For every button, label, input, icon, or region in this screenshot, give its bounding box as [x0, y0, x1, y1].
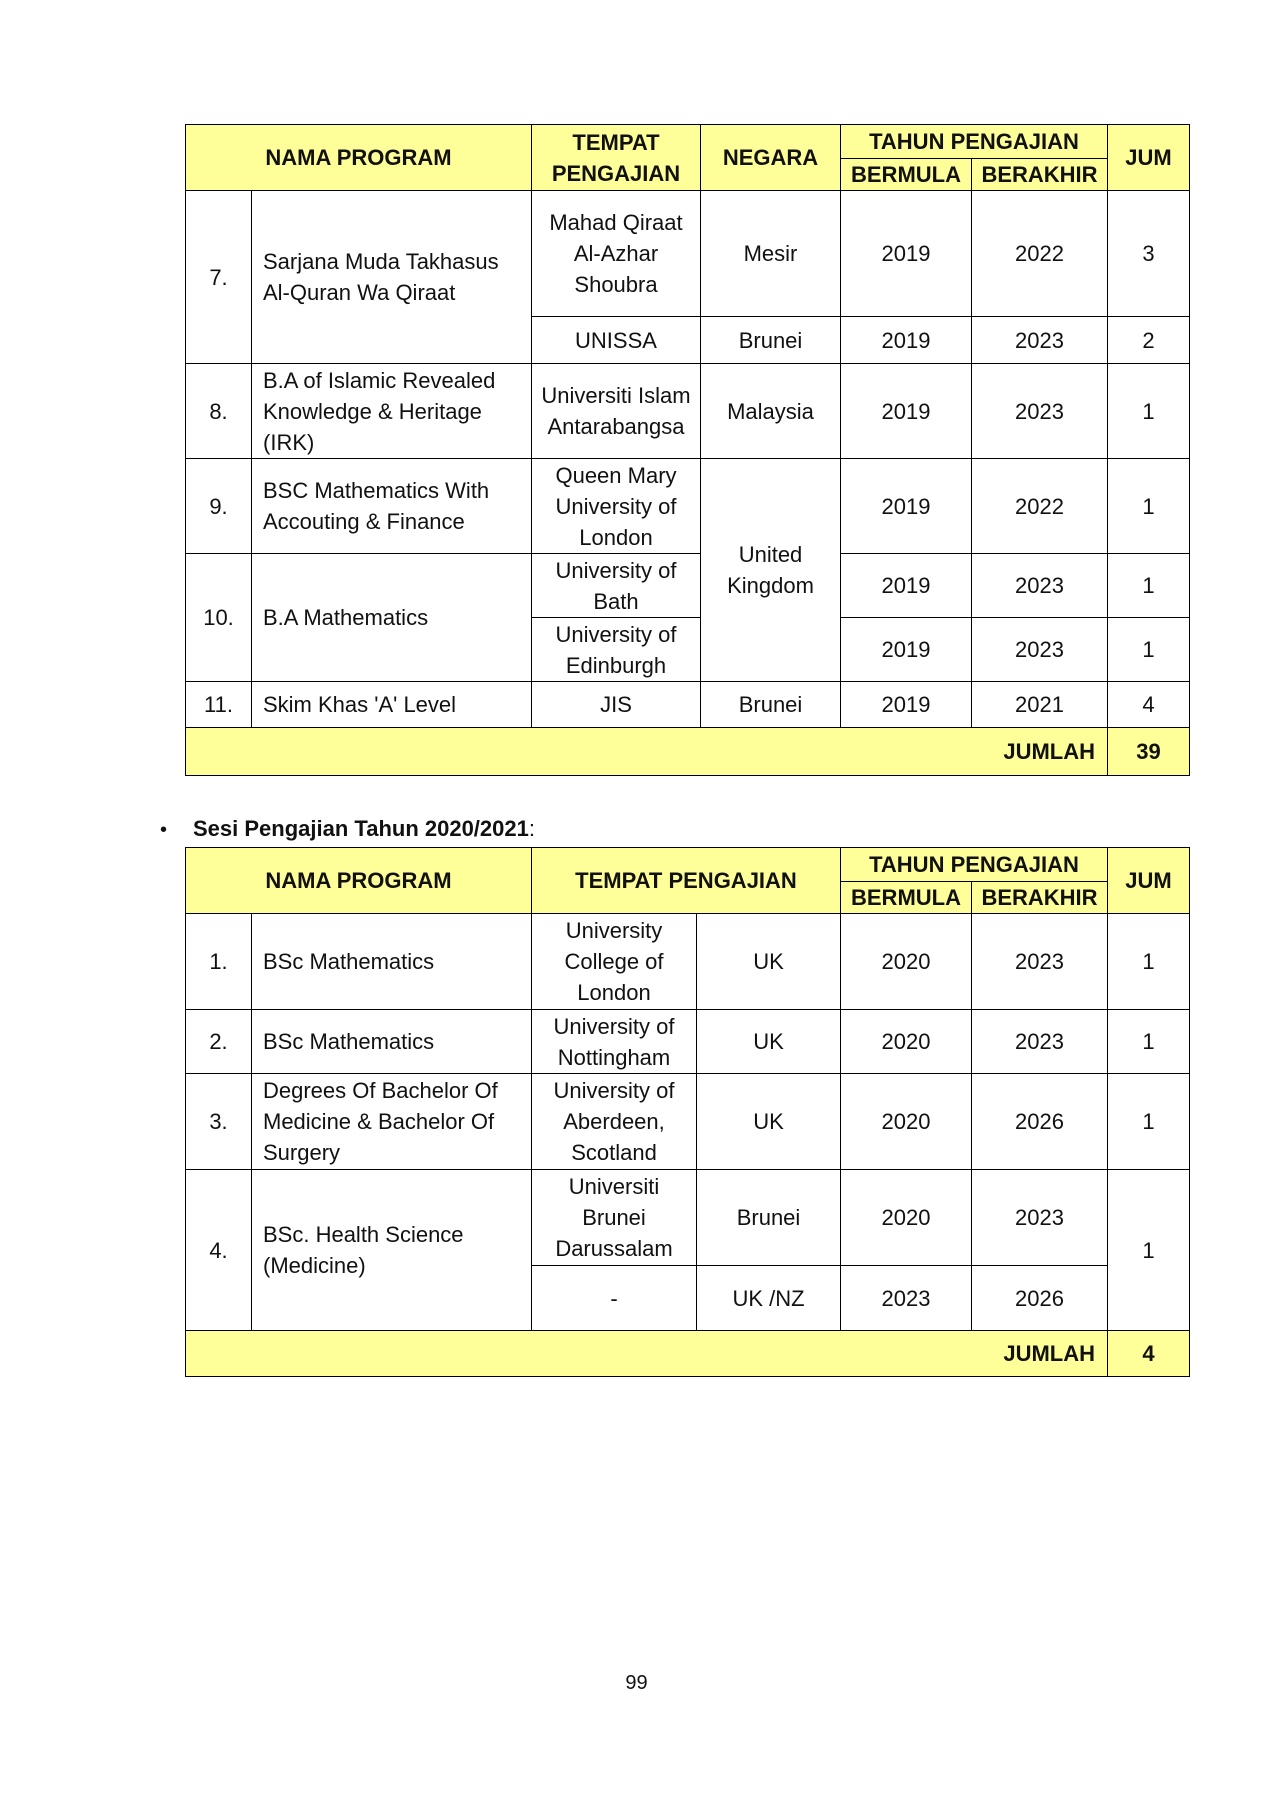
table-row [186, 1074, 1190, 1170]
table-row [186, 459, 1190, 554]
program-name: Degrees Of Bachelor Of Medicine & Bachelor Of Surgery [252, 1074, 532, 1170]
end-year: 2023 [972, 317, 1108, 364]
program-name: Sarjana Muda Takhasus Al-Quran Wa Qiraat [252, 191, 532, 364]
section-heading [160, 814, 535, 845]
header-start: BERMULA [841, 159, 972, 191]
country: Brunei [701, 682, 841, 728]
row-number: 9. [186, 459, 252, 554]
header-count: JUM [1108, 125, 1190, 191]
start-year: 2019 [841, 554, 972, 618]
end-year: 2023 [972, 364, 1108, 459]
country: Malaysia [701, 364, 841, 459]
table-row [186, 364, 1190, 459]
header-count: JUM [1108, 848, 1190, 914]
student-count: 1 [1108, 1010, 1190, 1074]
total-label: JUMLAH [186, 1331, 1108, 1377]
header-end: BERAKHIR [972, 882, 1108, 914]
student-count: 4 [1108, 682, 1190, 728]
country: UK [697, 914, 841, 1010]
table-row [186, 191, 1190, 317]
study-place: University of Nottingham [532, 1010, 697, 1074]
section-title: Sesi Pengajian Tahun 2020/2021 [193, 816, 529, 841]
end-year: 2023 [972, 914, 1108, 1010]
end-year: 2023 [972, 618, 1108, 682]
end-year: 2022 [972, 459, 1108, 554]
study-place: JIS [532, 682, 701, 728]
study-place: University of Bath [532, 554, 701, 618]
start-year: 2020 [841, 914, 972, 1010]
total-row [186, 1331, 1190, 1377]
student-count: 1 [1108, 914, 1190, 1010]
study-place: Mahad Qiraat Al-Azhar Shoubra [532, 191, 701, 317]
end-year: 2026 [972, 1266, 1108, 1331]
start-year: 2020 [841, 1170, 972, 1266]
table-row [186, 1010, 1190, 1074]
page-number: 99 [625, 1672, 648, 1694]
study-place: UNISSA [532, 317, 701, 364]
study-place: - [532, 1266, 697, 1331]
program-name: BSC Mathematics With Accouting & Finance [252, 459, 532, 554]
start-year: 2019 [841, 682, 972, 728]
country: UK [697, 1010, 841, 1074]
total-row [186, 728, 1190, 776]
start-year: 2019 [841, 317, 972, 364]
start-year: 2019 [841, 459, 972, 554]
table-row [186, 682, 1190, 728]
end-year: 2023 [972, 1010, 1108, 1074]
start-year: 2020 [841, 1010, 972, 1074]
student-count: 3 [1108, 191, 1190, 317]
header-end: BERAKHIR [972, 159, 1108, 191]
start-year: 2019 [841, 364, 972, 459]
programs-table-2020 [185, 847, 1190, 1377]
country: United Kingdom [701, 459, 841, 682]
program-name: B.A Mathematics [252, 554, 532, 682]
program-name: BSc. Health Science (Medicine) [252, 1170, 532, 1331]
row-number: 3. [186, 1074, 252, 1170]
header-years: TAHUN PENGAJIAN [841, 848, 1108, 882]
header-program: NAMA PROGRAM [186, 125, 532, 191]
total-value: 39 [1108, 728, 1190, 776]
total-value: 4 [1108, 1331, 1190, 1377]
country: Mesir [701, 191, 841, 317]
header-program: NAMA PROGRAM [186, 848, 532, 914]
country: UK [697, 1074, 841, 1170]
end-year: 2026 [972, 1074, 1108, 1170]
student-count: 1 [1108, 618, 1190, 682]
student-count: 1 [1108, 364, 1190, 459]
start-year: 2019 [841, 191, 972, 317]
student-count: 2 [1108, 317, 1190, 364]
row-number: 10. [186, 554, 252, 682]
header-start: BERMULA [841, 882, 972, 914]
table-row [186, 914, 1190, 1010]
table-row [186, 554, 1190, 618]
country: Brunei [701, 317, 841, 364]
row-number: 4. [186, 1170, 252, 1331]
table-row [186, 1170, 1190, 1266]
start-year: 2019 [841, 618, 972, 682]
start-year: 2023 [841, 1266, 972, 1331]
row-number: 11. [186, 682, 252, 728]
header-country: NEGARA [701, 125, 841, 191]
country: Brunei [697, 1170, 841, 1266]
end-year: 2023 [972, 554, 1108, 618]
end-year: 2023 [972, 1170, 1108, 1266]
row-number: 7. [186, 191, 252, 364]
study-place: Universiti Brunei Darussalam [532, 1170, 697, 1266]
row-number: 8. [186, 364, 252, 459]
study-place: University of Aberdeen, Scotland [532, 1074, 697, 1170]
program-name: BSc Mathematics [252, 914, 532, 1010]
program-name: B.A of Islamic Revealed Knowledge & Heritage (IRK) [252, 364, 532, 459]
header-years: TAHUN PENGAJIAN [841, 125, 1108, 159]
study-place: University College of London [532, 914, 697, 1010]
section-colon: : [528, 816, 535, 841]
country: UK /NZ [697, 1266, 841, 1331]
total-label: JUMLAH [186, 728, 1108, 776]
program-name: BSc Mathematics [252, 1010, 532, 1074]
study-place: University of Edinburgh [532, 618, 701, 682]
end-year: 2022 [972, 191, 1108, 317]
study-place: Queen Mary University of London [532, 459, 701, 554]
student-count: 1 [1108, 459, 1190, 554]
header-place: TEMPAT PENGAJIAN [532, 848, 841, 914]
header-place: TEMPAT PENGAJIAN [532, 125, 701, 191]
row-number: 1. [186, 914, 252, 1010]
bullet-icon: • [160, 819, 168, 841]
student-count: 1 [1108, 554, 1190, 618]
programs-table-2019 [185, 124, 1190, 776]
end-year: 2021 [972, 682, 1108, 728]
student-count: 1 [1108, 1170, 1190, 1331]
study-place: Universiti Islam Antarabangsa [532, 364, 701, 459]
student-count: 1 [1108, 1074, 1190, 1170]
start-year: 2020 [841, 1074, 972, 1170]
program-name: Skim Khas 'A' Level [252, 682, 532, 728]
row-number: 2. [186, 1010, 252, 1074]
